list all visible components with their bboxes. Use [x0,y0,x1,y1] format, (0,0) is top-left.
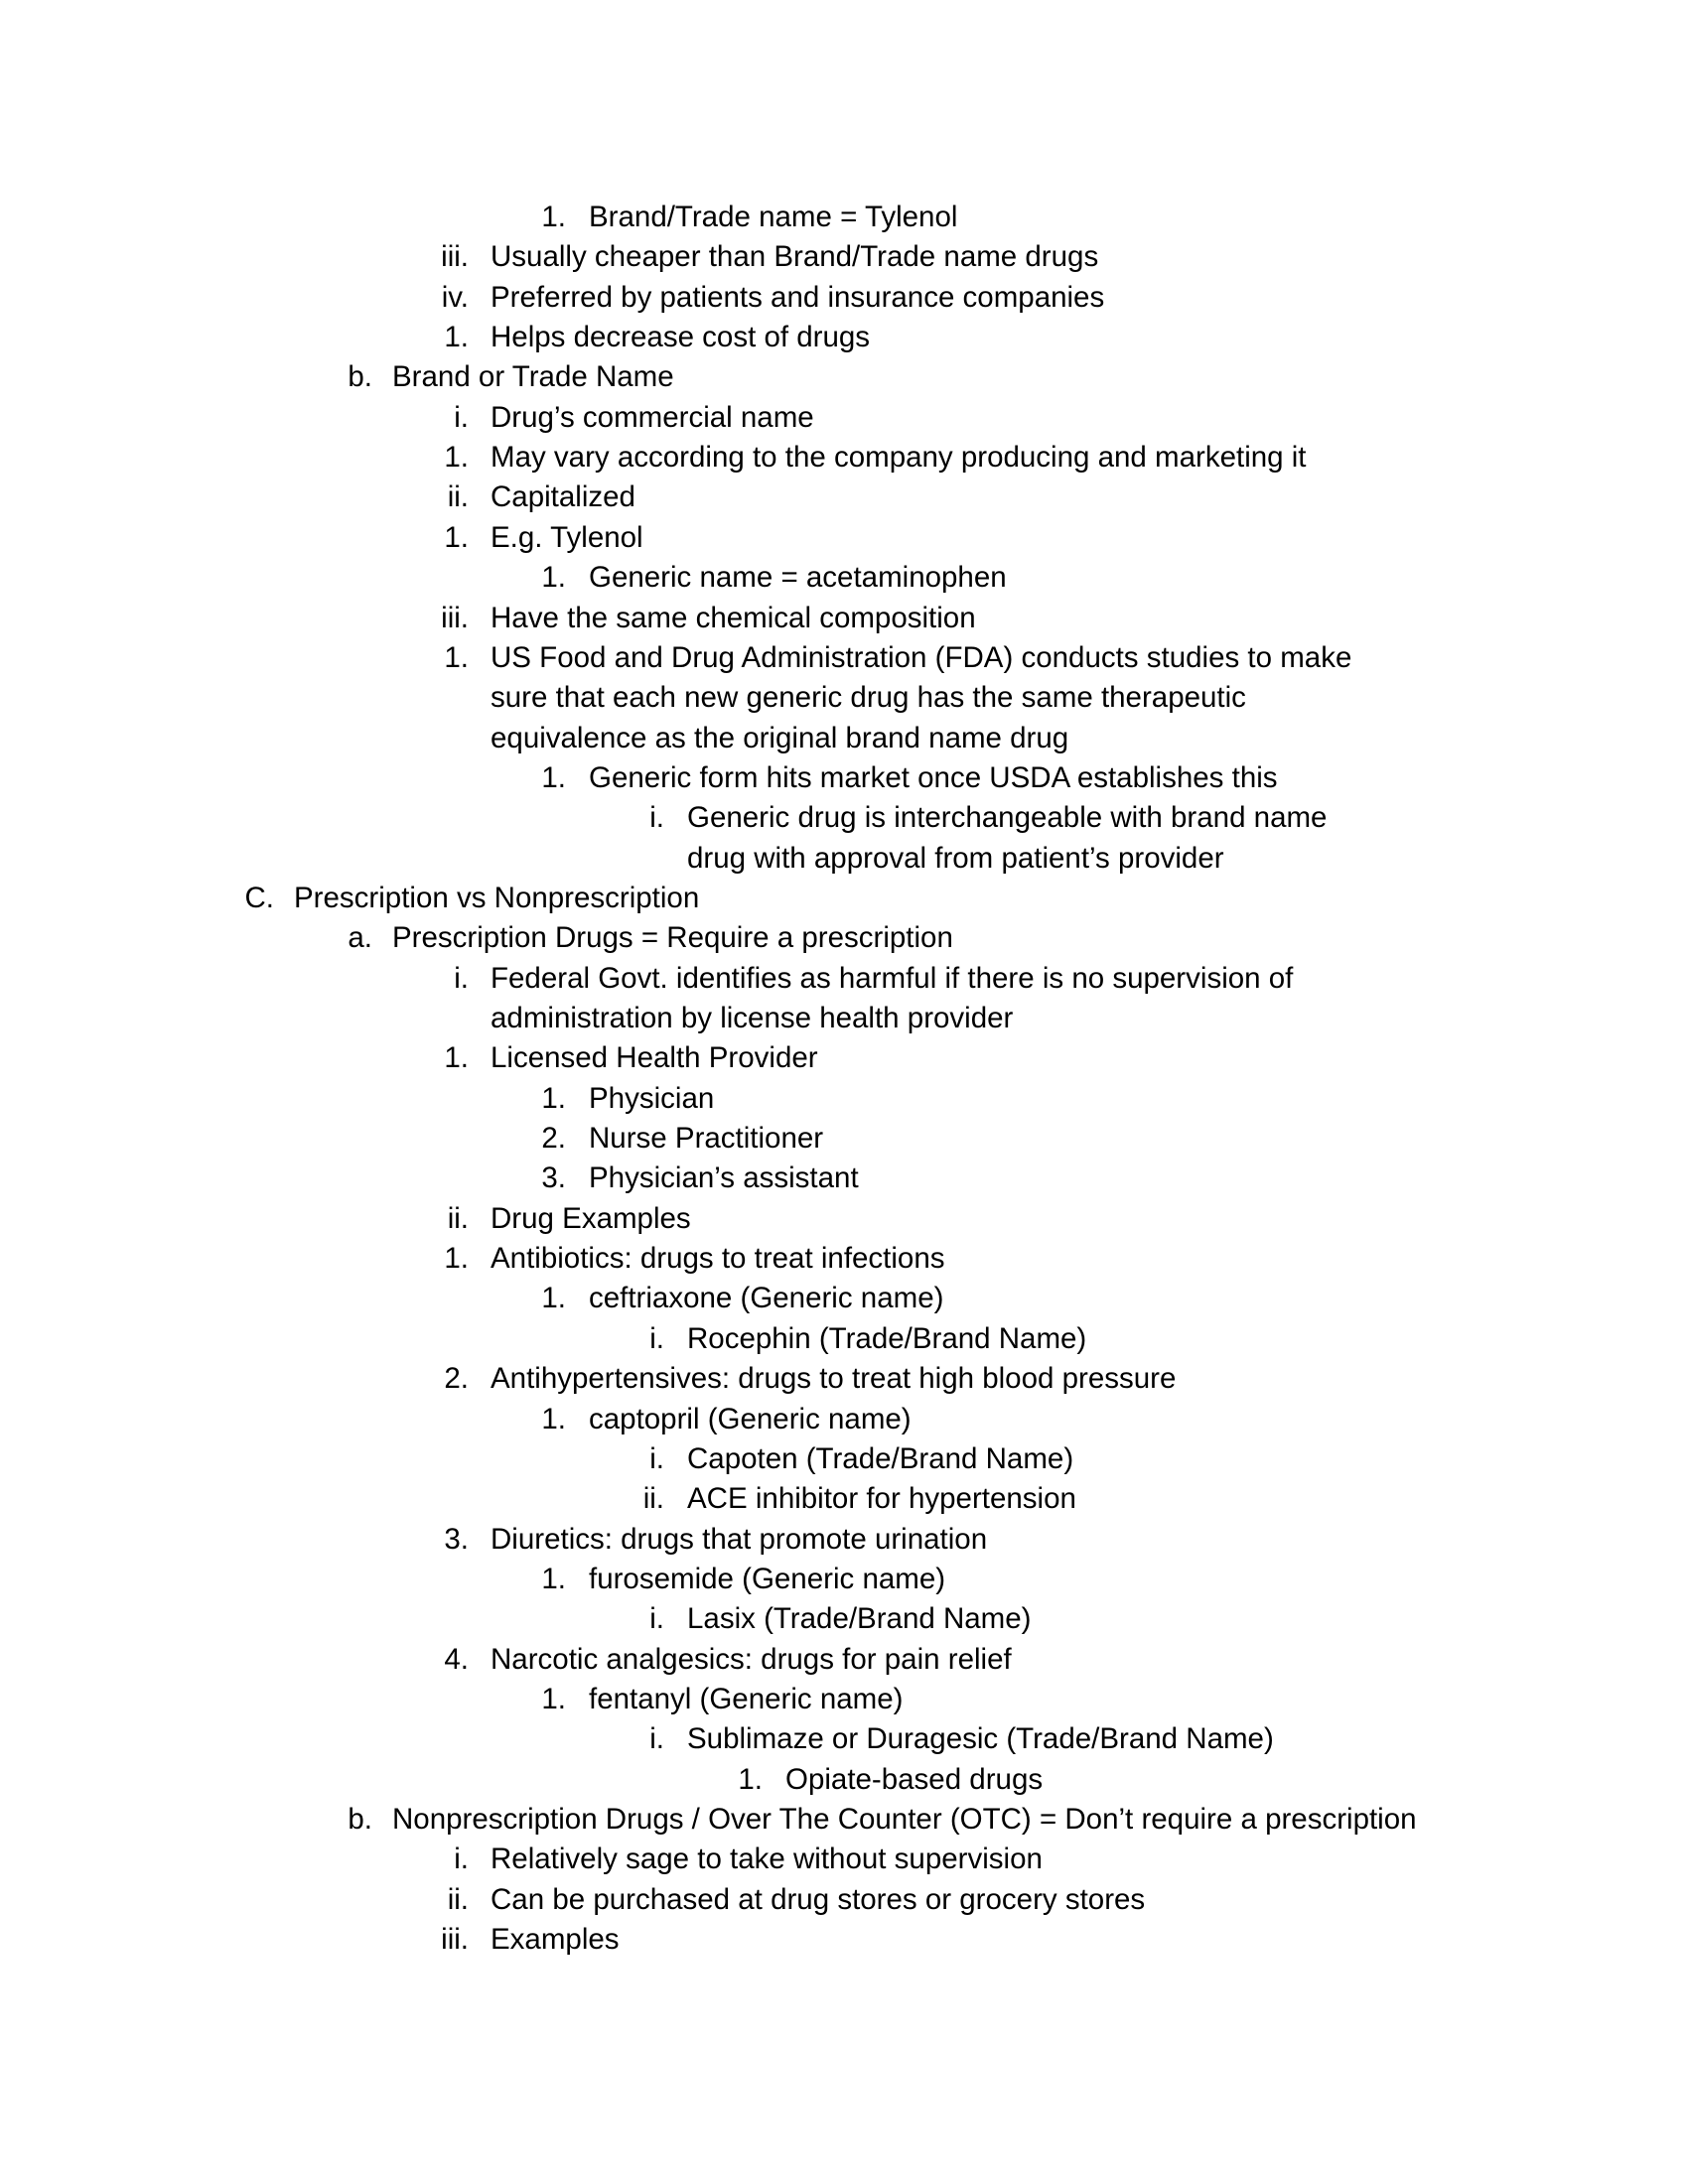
list-marker: i. [454,1843,469,1876]
outline-item-level-5 [0,1279,1688,1318]
list-marker: i. [649,1441,664,1475]
list-marker: iv. [441,280,469,314]
outline-item-level-4 [0,438,1688,478]
list-item-text: Prescription vs Nonprescription [294,881,700,914]
outline-item-level-5 [0,758,1688,798]
outline-item-level-4 [0,518,1688,558]
list-item-text: equivalence as the original brand name drug [491,721,1069,754]
outline-item-level-6 [0,1599,1688,1639]
list-item-text: Brand/Trade name = Tylenol [589,201,958,233]
list-item-text: Drug’s commercial name [491,400,814,434]
list-marker: iii. [441,240,469,274]
list-item-text: Brand or Trade Name [392,360,674,394]
outline-item-level-4 [0,1038,1688,1078]
outline-item-level-5 [0,1159,1688,1198]
list-marker: i. [649,801,664,835]
list-item-text: Generic drug is interchangeable with brand name [687,801,1328,835]
list-item-text: Antibiotics: drugs to treat infections [491,1242,945,1276]
list-item-text: Federal Govt. identifies as harmful if there is no supervision of [491,961,1294,995]
outline-item-level-3 [0,237,1688,277]
outline-item-level-4 [0,1520,1688,1560]
list-marker: a. [348,921,372,955]
list-item-text: Generic form hits market once USDA establishes this [589,760,1278,794]
list-item-text: fentanyl (Generic name) [589,1682,904,1715]
outline-item-level-6 [0,798,1688,879]
outline-item-level-3 [0,1840,1688,1879]
list-marker: 4. [444,1642,469,1676]
list-item-text: Nurse Practitioner [589,1122,824,1156]
list-marker: ii. [642,1482,664,1516]
list-marker: 2. [444,1362,469,1396]
list-marker: 1. [444,520,469,554]
list-marker: b. [348,360,372,394]
outline-item-level-2 [0,918,1688,958]
outline-item-level-4 [0,638,1688,758]
list-item-text: Usually cheaper than Brand/Trade name drugs [491,240,1099,274]
list-marker: 3. [444,1522,469,1556]
list-marker: b. [348,1803,372,1836]
list-item-text: Nonprescription Drugs / Over The Counter (OTC) = Don’t require a prescription [392,1803,1417,1836]
list-item-text: Capoten (Trade/Brand Name) [687,1441,1074,1475]
outline-item-level-3 [0,1880,1688,1920]
list-item-text: Narcotic analgesics: drugs for pain relief [491,1642,1012,1676]
list-item-text: Opiate-based drugs [785,1762,1044,1796]
list-item-text: Drug Examples [491,1201,691,1235]
list-marker: 1. [541,1402,566,1435]
list-marker: i. [454,961,469,995]
list-item-text: Diuretics: drugs that promote urination [491,1522,988,1556]
outline-item-level-5 [0,1079,1688,1119]
list-marker: i. [649,1321,664,1355]
list-item-text: Physician [589,1081,715,1115]
list-marker: 1. [541,1682,566,1715]
list-marker: 1. [541,760,566,794]
list-item-text: captopril (Generic name) [589,1402,912,1435]
outline-item-level-3 [0,1920,1688,1960]
list-marker: 1. [444,321,469,354]
list-item-text: Generic name = acetaminophen [589,561,1007,595]
outline-item-level-5 [0,558,1688,598]
outline-item-level-3 [0,478,1688,517]
list-item-text: administration by license health provider [491,1001,1014,1034]
list-item-text: Physician’s assistant [589,1161,859,1195]
list-item-text: Relatively sage to take without supervision [491,1843,1043,1876]
list-marker: iii. [441,601,469,634]
list-marker: 1. [444,1041,469,1075]
outline-item-level-7 [0,1760,1688,1800]
list-item-text: Helps decrease cost of drugs [491,321,871,354]
list-item-text: US Food and Drug Administration (FDA) conducts studies to make [491,640,1352,674]
list-item-text: ceftriaxone (Generic name) [589,1282,944,1315]
list-item-text: Rocephin (Trade/Brand Name) [687,1321,1087,1355]
list-marker: iii. [441,1923,469,1957]
list-marker: 1. [541,1081,566,1115]
list-item-text: furosemide (Generic name) [589,1562,946,1595]
outline-item-level-6 [0,1719,1688,1759]
outline-item-level-3 [0,599,1688,638]
list-item-text: drug with approval from patient’s provider [687,841,1224,875]
list-marker: 1. [738,1762,763,1796]
list-marker: 1. [541,1562,566,1595]
outline-item-level-3 [0,1199,1688,1239]
list-marker: ii. [447,1201,469,1235]
outline-item-level-2 [0,1800,1688,1840]
outline-item-level-5 [0,1680,1688,1719]
list-item-text: Lasix (Trade/Brand Name) [687,1602,1032,1636]
list-item-text: sure that each new generic drug has the same therapeutic [491,681,1246,715]
list-marker: ii. [447,1882,469,1916]
outline-item-level-4 [0,1640,1688,1680]
list-marker: 1. [444,441,469,475]
list-marker: 1. [444,1242,469,1276]
outline-item-level-6 [0,1479,1688,1519]
outline-item-level-5 [0,1560,1688,1599]
outline-item-level-5 [0,1119,1688,1159]
list-item-text: Prescription Drugs = Require a prescription [392,921,953,955]
outline-item-level-4 [0,1359,1688,1399]
outline-item-level-4 [0,1239,1688,1279]
list-marker: i. [454,400,469,434]
outline-item-level-4 [0,318,1688,357]
list-item-text: May vary according to the company producing and marketing it [491,441,1307,475]
list-marker: 1. [444,640,469,674]
outline-item-level-2 [0,357,1688,397]
list-marker: C. [244,881,274,914]
outline-item-level-3 [0,959,1688,1039]
list-marker: i. [649,1722,664,1756]
list-marker: i. [649,1602,664,1636]
list-item-text: Can be purchased at drug stores or grocery stores [491,1882,1146,1916]
list-item-text: Have the same chemical composition [491,601,976,634]
outline-item-level-3 [0,278,1688,318]
list-item-text: ACE inhibitor for hypertension [687,1482,1076,1516]
list-item-text: Capitalized [491,480,635,514]
outline-item-level-6 [0,1439,1688,1479]
list-marker: 1. [541,1282,566,1315]
outline-item-level-4 [0,198,1688,237]
list-marker: ii. [447,480,469,514]
outline-item-level-5 [0,1400,1688,1439]
list-item-text: Examples [491,1923,620,1957]
list-marker: 1. [541,201,566,233]
list-item-text: Licensed Health Provider [491,1041,818,1075]
outline-item-level-6 [0,1319,1688,1359]
list-marker: 1. [541,561,566,595]
list-marker: 3. [541,1161,566,1195]
list-item-text: E.g. Tylenol [491,520,643,554]
list-marker: 2. [541,1122,566,1156]
list-item-text: Preferred by patients and insurance companies [491,280,1105,314]
list-item-text: Antihypertensives: drugs to treat high blood pressure [491,1362,1177,1396]
list-item-text: Sublimaze or Duragesic (Trade/Brand Name) [687,1722,1274,1756]
outline-item-level-1 [0,879,1688,918]
outline-item-level-3 [0,398,1688,438]
